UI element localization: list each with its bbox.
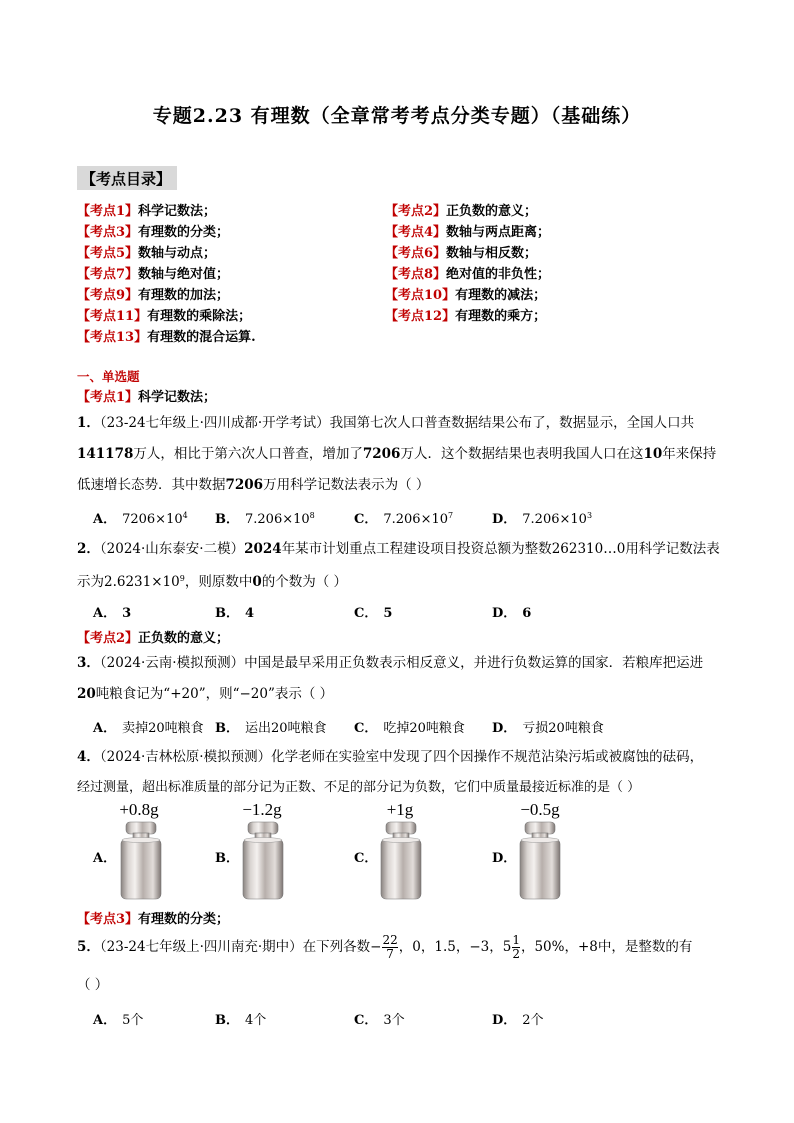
q1-option-c[interactable]: C． $7.206\times 10^7$ [354, 511, 454, 527]
q5-option-b[interactable]: B． 4个 [215, 1013, 267, 1028]
weight-d-label: −0.5g [520, 800, 560, 819]
q1-line2: 141178万人，相比于第六次人口普查，增加了7206万人．这个数据结果也表明我国人口在这10年来保持 [77, 446, 717, 462]
q4-line2: 经过测量，超出标准质量的部分记为正数、不足的部分记为负数，它们中质量最接近标准的是（ ） [77, 780, 641, 795]
q2-line2: 示为$2.6231\times 10^9$，则原数中0的个数为（ ） [77, 574, 348, 590]
weight-c-label: +1g [386, 800, 414, 819]
toc-item-5: 【考点5】数轴与动点； [77, 246, 217, 261]
q5-option-a[interactable]: A． 5个 [93, 1013, 144, 1028]
q2-option-d[interactable]: D． 6 [492, 606, 532, 621]
toc-item-10: 【考点10】有理数的减法； [385, 288, 547, 303]
kp1-heading: 【考点1】科学记数法； [77, 390, 217, 405]
toc-item-2: 【考点2】正负数的意义； [385, 204, 538, 219]
q3-option-b[interactable]: B． 运出20吨粮食 [215, 721, 327, 736]
toc-item-7: 【考点7】数轴与绝对值； [77, 267, 230, 282]
q5-line1: 5．（23-24七年级上·四川南充·期中）在下列各数− $\frac{22}{7}$ ，0，1.5，−3，5 $\frac{1}{2}$ ，50%，+8中，是整数的有 [77, 933, 693, 961]
q5-option-c[interactable]: C． 3个 [354, 1013, 405, 1028]
q1-option-b[interactable]: B． $7.206\times 10^8$ [215, 511, 315, 527]
toc-item-11: 【考点11】有理数的乘除法； [77, 309, 252, 324]
weight-a-label: +0.8g [119, 800, 159, 819]
toc-item-3: 【考点3】有理数的分类； [77, 225, 230, 240]
toc-item-1: 【考点1】科学记数法； [77, 204, 217, 219]
q4-option-b[interactable]: B． [215, 851, 239, 866]
q2-option-c[interactable]: C． 5 [354, 606, 393, 621]
section-heading: 一、单选题 [77, 369, 140, 384]
kp3-heading: 【考点3】有理数的分类； [77, 912, 230, 927]
weight-d-image [515, 820, 565, 902]
q3-option-a[interactable]: A． 卖掉20吨粮食 [93, 721, 204, 736]
q1-line1: 1．（23-24七年级上·四川成都·开学考试）我国第七次人口普查数据结果公布了，数据显示，全国人口共 [77, 415, 695, 431]
q3-option-d[interactable]: D． 亏损20吨粮食 [492, 721, 604, 736]
q2-option-b[interactable]: B． 4 [215, 606, 255, 621]
q3-option-c[interactable]: C． 吃掉20吨粮食 [354, 721, 465, 736]
toc-item-9: 【考点9】有理数的加法； [77, 288, 230, 303]
q2-option-a[interactable]: A． 3 [93, 606, 132, 621]
q4-option-a[interactable]: A． [93, 851, 117, 866]
q3-line1: 3．（2024·云南·模拟预测）中国是最早采用正负数表示相反意义，并进行负数运算的国家．若粮库把运进 [77, 655, 704, 671]
q4-line1: 4．（2024·吉林松原·模拟预测）化学老师在实验室中发现了四个因操作不规范沾染污垢或被腐蚀的砝码， [77, 749, 704, 765]
fraction-22-7: $\frac{22}{7}$ [382, 933, 398, 961]
q4-option-c[interactable]: C． [354, 851, 378, 866]
weight-b-image [238, 820, 288, 902]
fraction-1-2: $\frac{1}{2}$ [512, 933, 520, 961]
toc-item-13: 【考点13】有理数的混合运算. [77, 330, 256, 345]
weight-c-image [376, 820, 426, 902]
weight-b-label: −1.2g [242, 800, 282, 819]
toc-item-4: 【考点4】数轴与两点距离； [385, 225, 551, 240]
q3-line2: 20吨粮食记为“+20”，则“−20”表示（ ） [77, 686, 334, 702]
toc-item-6: 【考点6】数轴与相反数； [385, 246, 538, 261]
kp2-heading: 【考点2】正负数的意义； [77, 631, 230, 646]
q2-line1: 2．（2024·山东泰安·二模）2024年某市计划重点工程建设项目投资总额为整数262310…0用科学记数法表 [77, 541, 720, 557]
q5-line2: （ ） [77, 977, 109, 993]
q1-option-a[interactable]: A． $7206\times 10^4$ [93, 511, 188, 527]
weight-a-image [116, 820, 166, 902]
q1-line3: 低速增长态势．其中数据7206万用科学记数法表示为（ ） [77, 477, 430, 493]
q1-option-d[interactable]: D． $7.206\times 10^3$ [492, 511, 593, 527]
q5-option-d[interactable]: D． 2个 [492, 1013, 544, 1028]
page-title: 专题2.23 有理数（全章常考考点分类专题）（基础练） [152, 105, 642, 127]
q4-option-d[interactable]: D． [492, 851, 517, 866]
toc-item-8: 【考点8】绝对值的非负性； [385, 267, 551, 282]
toc-heading: 【考点目录】 [77, 166, 177, 190]
toc-item-12: 【考点12】有理数的乘方； [385, 309, 547, 324]
